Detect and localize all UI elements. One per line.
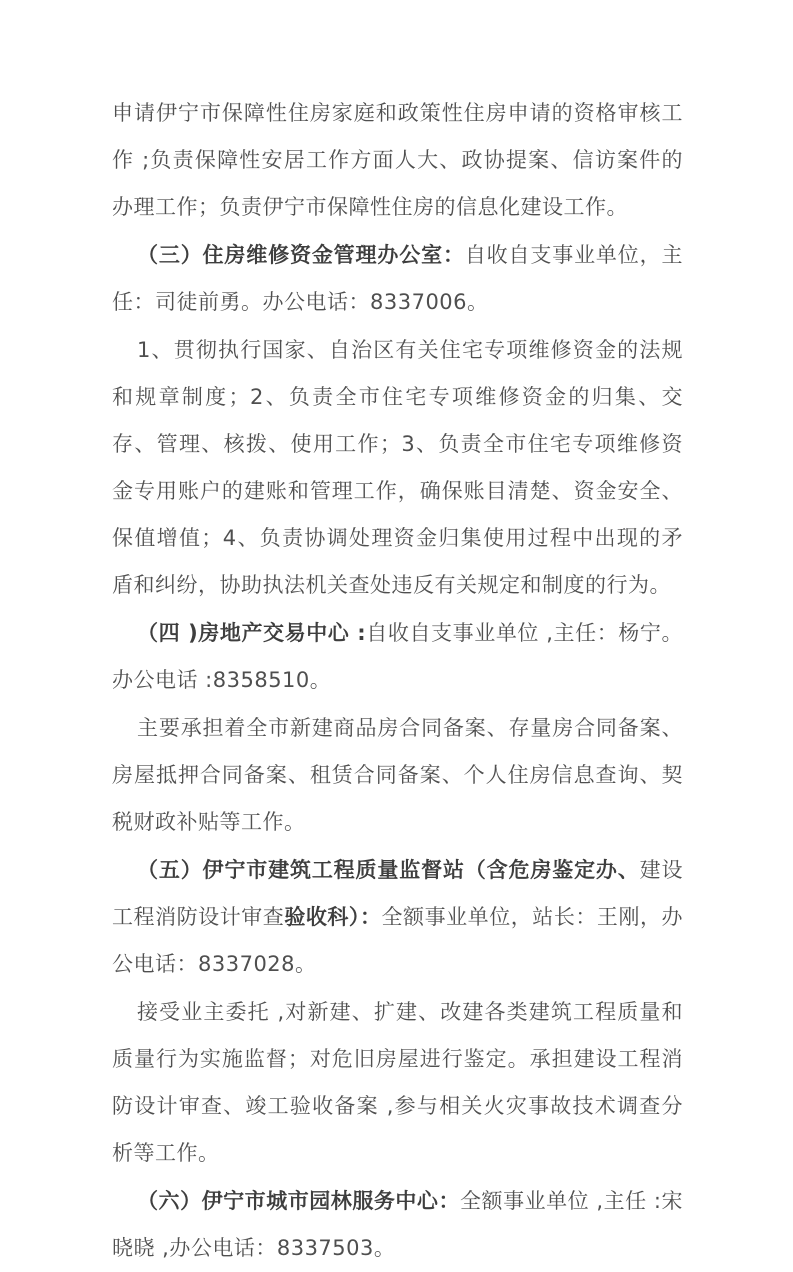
body-text: 申请伊宁市保障性住房家庭和政策性住房申请的资格审核工作 ;负责保障性安居工作方面人大、政协提案、信访案件的办理工作；负责伊宁市保障性住房的信息化建设工作。 <box>112 101 683 219</box>
section-4-real-estate-trading-center <box>112 610 683 704</box>
body-text: 接受业主委托 ,对新建、扩建、改建各类建筑工程质量和质量行为实施监督；对危旧房屋进行鉴定。承担建设工程消防设计审查、竣工验收备案 ,参与相关火灾事故技术调查分析等工作。 <box>112 1000 683 1165</box>
body-text: 建设工程消防设计审查 <box>112 858 684 929</box>
body-text: 全额事业单位 ,主任 :宋晓晓 ,办公电话：8337503。 <box>112 1189 683 1260</box>
unit-name-bold-text: 验收科）： <box>284 905 382 929</box>
body-text: 1、贯彻执行国家、自治区有关住宅专项维修资金的法规和规章制度；2、负责全市住宅专项维修资金的归集、交存、管理、核拨、使用工作；3、负责全市住宅专项维修资金专用账户的建账和管理工作，确保账目清楚、资金安全、保值增值；4、负责协调处理资金归集使用过程中出现的矛盾和纠纷，协助执法机关查处违反有关规定和制度的行为。 <box>112 338 683 597</box>
continuation-paragraph <box>112 90 683 231</box>
unit-name-bold-text: （四 )房地产交易中心 : <box>137 621 367 645</box>
body-text: 自收自支事业单位，主任：司徒前勇。办公电话：8337006。 <box>112 243 683 314</box>
section-4-duties-paragraph <box>112 705 683 846</box>
body-text: 全额事业单位，站长：王刚，办公电话：8337028。 <box>112 905 684 976</box>
section-6-urban-landscaping-service-center <box>112 1178 683 1272</box>
section-5-construction-quality-supervision-station <box>112 847 683 988</box>
unit-name-bold-text: （五）伊宁市建筑工程质量监督站（含危房鉴定办、 <box>137 858 640 882</box>
section-5-duties-paragraph <box>112 989 683 1177</box>
document-body <box>112 90 683 1272</box>
unit-name-bold-text: （六）伊宁市城市园林服务中心： <box>137 1189 460 1213</box>
body-text: 自收自支事业单位 ,主任：杨宁。办公电话 :8358510。 <box>112 621 683 692</box>
unit-name-bold-text: （三）住房维修资金管理办公室： <box>137 243 465 267</box>
section-3-duties-paragraph <box>112 327 683 609</box>
body-text: 主要承担着全市新建商品房合同备案、存量房合同备案、房屋抵押合同备案、租赁合同备案、个人住房信息查询、契税财政补贴等工作。 <box>112 716 683 834</box>
section-3-housing-maintenance-fund-office <box>112 232 683 326</box>
